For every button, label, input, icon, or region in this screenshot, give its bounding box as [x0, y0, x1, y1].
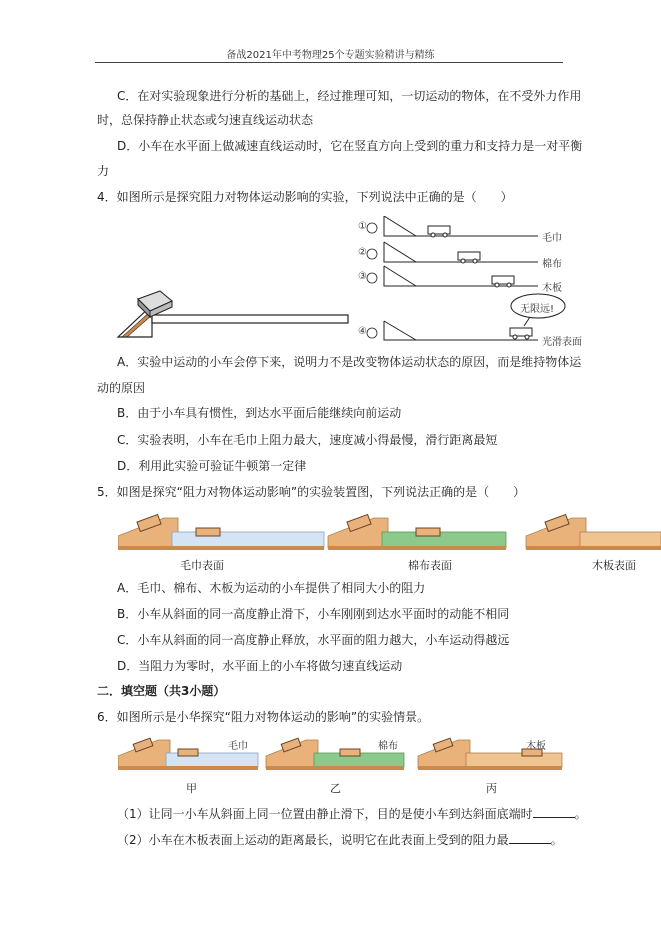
q4-row-4-number: ④: [358, 326, 367, 337]
q6-caption-bing: 丙: [486, 782, 497, 795]
q5-board-panel: [526, 515, 661, 550]
q5-option-b: B．小车从斜面的同一高度静止滑下，小车刚刚到达水平面时的动能不相同: [117, 607, 510, 621]
q4-row-1: [367, 216, 538, 237]
q5-label-towel: 毛巾表面: [180, 559, 224, 572]
cart-icon: [492, 276, 514, 287]
q4-row-3: [367, 266, 538, 287]
header-divider: [95, 62, 563, 63]
q3-option-c-line2: 时，总保持静止状态或匀速直线运动状态: [97, 113, 314, 127]
q4-row-3-number: ③: [358, 271, 367, 282]
q4-row-2-number: ②: [358, 247, 367, 258]
page-header: 备战2021年中考物理25个专题实验精讲与精练: [226, 50, 435, 61]
q6-label-board: 木板: [526, 741, 546, 752]
q5-surfaces-figure: [118, 512, 661, 558]
q4-row-2: [367, 242, 538, 263]
q6-caption-yi: 乙: [330, 782, 341, 795]
q5-option-d: D．当阻力为零时，水平面上的小车将做匀速直线运动: [117, 659, 403, 673]
q6-sub1: [117, 805, 587, 822]
q5-label-cloth: 棉布表面: [408, 559, 452, 572]
q4-stem: 4．如图所示是探究阻力对物体运动影响的实验，下列说法中正确的是（ ）: [97, 190, 513, 204]
q3-option-d-line1: D．小车在水平面上做减速直线运动时，它在竖直方向上受到的重力和支持力是一对平衡: [117, 139, 583, 153]
q4-option-b: B．由于小车具有惯性，到达水平面后能继续向前运动: [117, 406, 402, 420]
q6-sub1-end: 。: [574, 807, 587, 821]
cart-icon: [510, 328, 532, 339]
q4-option-c: C．实验表明，小车在毛巾上阻力最大，速度减小得最慢，滑行距离最短: [117, 433, 498, 447]
q4-option-d: D．利用此实验可验证牛顿第一定律: [117, 459, 307, 473]
q5-towel-panel: [118, 515, 324, 550]
q5-stem: 5．如图是探究“阻力对物体运动影响”的实验装置图，下列说法正确的是（ ）: [97, 485, 526, 499]
q6-sub2-end: 。: [550, 833, 563, 847]
q4-bubble-text: 无限远!: [520, 304, 555, 315]
q5-cloth-panel: [328, 515, 506, 550]
q6-sub2-blank[interactable]: [509, 831, 551, 844]
q6-label-towel: 毛巾: [228, 741, 248, 752]
q6-caption-jia: 甲: [186, 782, 197, 795]
q3-option-d-line2: 力: [97, 164, 110, 178]
q5-label-board: 木板表面: [592, 559, 636, 572]
q4-option-a-line2: 动的原因: [97, 381, 146, 395]
cart-icon: [458, 252, 480, 263]
q4-ramp-apparatus-figure: [112, 285, 352, 345]
q4-row-1-number: ①: [358, 221, 367, 232]
q6-sub2-text: （2）小车在木板表面上运动的距离最长，说明它在此表面上受到的阻力最: [117, 833, 509, 847]
q5-option-c: C．小车从斜面的同一高度静止释放，水平面的阻力越大，小车运动得越远: [117, 633, 510, 647]
cart-icon: [428, 226, 450, 237]
q4-row-1-surface: 毛巾: [542, 233, 562, 244]
q4-row-2-surface: 棉布: [542, 259, 562, 270]
q3-option-c-line1: C．在对实验现象进行分析的基础上，经过推理可知，一切运动的物体，在不受外力作用: [117, 89, 582, 103]
q4-row-3-surface: 木板: [542, 283, 562, 294]
q6-sub2: [117, 831, 563, 848]
q6-label-cloth: 棉布: [378, 741, 398, 752]
q6-sub1-blank[interactable]: [533, 805, 575, 818]
q6-sub1-text: （1）让同一小车从斜面上同一位置由静止滑下，目的是使小车到达斜面底端时: [117, 807, 533, 821]
q5-option-a: A．毛巾、棉布、木板为运动的小车提供了相同大小的阻力: [117, 581, 426, 595]
q4-row-4-surface: 光滑表面: [542, 337, 582, 348]
q4-option-a-line1: A．实验中运动的小车会停下来，说明力不是改变物体运动状态的原因，而是维持物体运: [117, 355, 582, 369]
q6-stem: 6．如图所示是小华探究“阻力对物体运动的影响”的实验情景。: [97, 710, 430, 724]
q6-surfaces-figure: [118, 736, 564, 776]
section-2-title: 二．填空题（共3小题）: [97, 684, 226, 698]
